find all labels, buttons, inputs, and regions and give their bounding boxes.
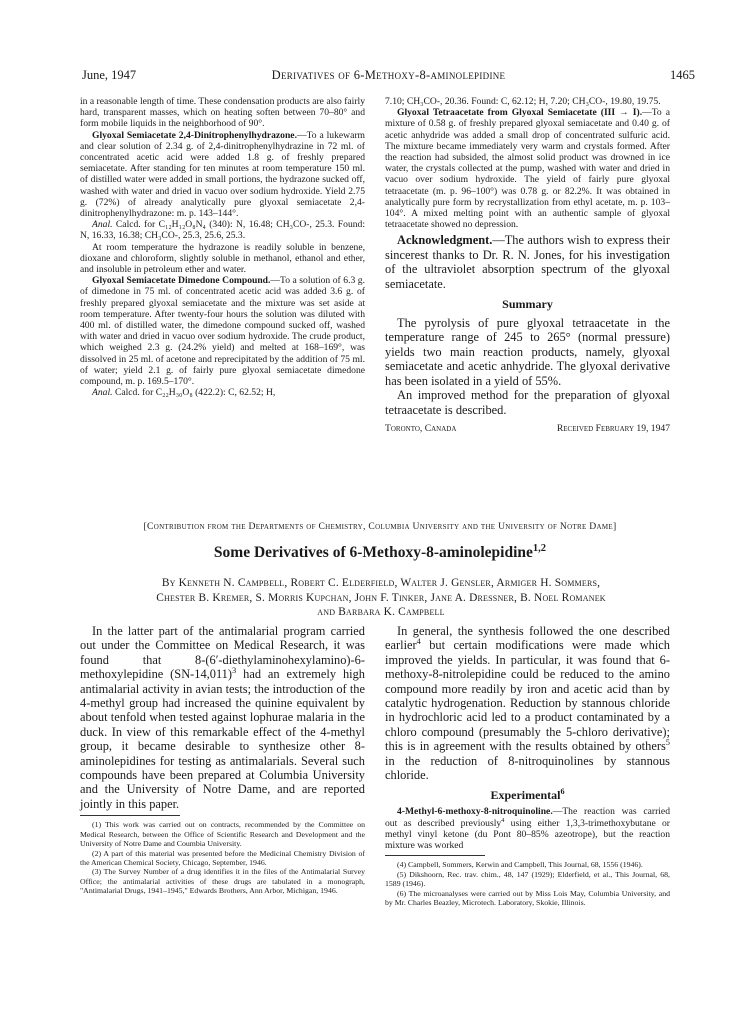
footnote: (2) A part of this material was presented before the Medicinal Chemistry Division of the American Chemical Society, Chicago, September, 1946. <box>80 848 365 867</box>
received-date: Received February 19, 1947 <box>556 422 670 434</box>
summary-heading: Summary <box>502 297 553 312</box>
summary-paragraph: The pyrolysis of pure glyoxal tetraacetate in the temperature range of 245 to 265° (normal pressure) yields two main reaction products, namely, glyoxal semiacetate and acetic anhydride. The glyoxal derivative has been isolated in a yield of 55%. <box>385 316 670 388</box>
title-text: Some Derivatives of 6-Methoxy-8-aminolepidine <box>213 544 533 561</box>
section-heading: Glyoxal Semiacetate Dimedone Compound. <box>92 275 271 287</box>
section-glyoxal-semiacetate-dimedone <box>80 275 365 387</box>
title-footnote-marker: 1,2 <box>532 542 547 554</box>
running-header <box>82 68 695 84</box>
footnote: (5) Dikshoorn, Rec. trav. chim., 48, 147 (1929); Elderfield, et al., This Journal, 68, 1589 (1946). <box>385 869 670 889</box>
paragraph: At room temperature the hydrazone is readily soluble in benzene, dioxane and chloroform, slightly soluble in methanol, ethanol and ether, and insoluble in petroleum ether and water. <box>80 241 365 276</box>
section-glyoxal-tetraacetate <box>385 107 670 230</box>
top-left-column <box>80 96 365 398</box>
paragraph <box>385 624 670 782</box>
footnote: (4) Campbell, Sommers, Kerwin and Campbell, This Journal, 68, 1556 (1946). <box>397 860 643 870</box>
footnote: (1) This work was carried out on contracts, recommended by the Committee on Medical Research, between the Office of Scientific Research and Development and the University of Notre Dame and Coumbia University. <box>80 820 365 849</box>
section-heading: Glyoxal Tetraacetate from Glyoxal Semiacetate (III → I). <box>397 107 643 119</box>
section-glyoxal-semiacetate-hydrazone <box>80 130 365 220</box>
text-run: In general, the synthesis followed the one described earlier <box>385 624 670 653</box>
section-body: —To a mixture of 0.58 g. of freshly prepared glyoxal semiacetate and 0.40 g. of acetic anhydride was added a small drop of concentrated sulfuric acid. The mixture became immediately very warm and crystals formed. After the reaction had subsided, the almost solid product was drowned in ice water, the crystals collected at the pump, washed with water and dried in vacuo over sodium hydroxide. The yield of fairly pure glyoxal tetraacetate (m. p. 96–100°) was 0.78 g. or 82.2%. It was obtained in analytically pure form by recrystallization from ethyl acetate, m. p. 103–104°. A mixed melting point with an authentic sample of glyoxal tetraacetate showed no depression. <box>385 107 670 231</box>
section-nitroquinoline <box>385 806 670 851</box>
paragraph: in a reasonable length of time. These condensation products are also fairly hard, transparent masses, which on heating soften between 70–80° and form mobile liquids in the neighborhood of 90°. <box>80 96 365 130</box>
section-body: —To a solution of 6.3 g. of dimedone in 75 ml. of concentrated acetic acid was added 3.6 g. of freshly prepared glyoxal semiacetate and the mixture was set aside at room temperature. After twenty-four hours the solution was diluted with 400 ml. of distilled water, the dimedone compound sucked off, washed with water and dried in vacuo over sodium hydroxide. The crude product, which weighed 2.3 g. (24.2% yield) and melted at 168–169°, was dissolved in 25 ml. of acetone and reprecipitated by the addition of 75 ml. of water; yield 2.1 g. of fairly pure glyoxal semiacetate dimedone compound, m. p. 169.5–170°. <box>80 275 365 388</box>
authors-line: Chester B. Kremer, S. Morris Kupchan, John F. Tinker, Jane A. Dressner, B. Noel Romanek <box>156 591 606 604</box>
anal-text: Calcd. for C₁₂H₁₂O₈N₄ (340): N, 16.48; CH₃CO-, 25.3. Found: N, 16.33, 16.38; CH₃CO-, 25.3, 25.6, 25.3. <box>80 219 365 242</box>
footnote-rule <box>80 815 180 816</box>
authors-line: By Kenneth N. Campbell, Robert C. Elderfield, Walter J. Gensler, Armiger H. Sommers, <box>161 577 601 589</box>
bottom-right-column <box>385 624 670 907</box>
intro-paragraph <box>80 624 365 811</box>
analysis-line <box>80 387 365 398</box>
author-list <box>78 576 684 620</box>
text-run: In the latter part of the antimalarial program carried out under the Committee on Medical Research, it was found that 8-(6′-diethylaminohexylamino)-6-methoxylepidine (SN-14,011) <box>80 624 365 682</box>
text-run: using either 1,3,3-trimethoxybutane or methyl vinyl ketone (du Pont 80–85% azeotrope), but the reaction mixture was worked <box>385 817 670 852</box>
text-run: had an extremely high antimalarial activity in avian tests; the introduction of the 4-methyl group had increased the quinine equivalent by about tenfold when tested against lophurae malaria in the duck. In view of this remarkable effect of the 4-methyl group, it became desirable to synthesize other 8-aminolepidines for testing as antimalarials. Several such compounds have been prepared at Columbia University and the University of Notre Dame, and are reported jointly in this paper. <box>80 667 365 811</box>
analysis-line <box>80 219 365 241</box>
footnote-rule <box>385 855 485 856</box>
experimental-heading <box>385 788 670 803</box>
acknowledgment-body: —The authors wish to express their sincerest thanks to Dr. R. N. Jones, for his investigation of the ultraviolet absorption spectrum of the glyoxal semiacetate. <box>385 233 670 291</box>
summary-paragraph: An improved method for the preparation of glyoxal tetraacetate is described. <box>385 388 670 417</box>
footnote: (6) The microanalyses were carried out by Miss Lois May, Columbia University, and by Mr. Charles Beazley, Microtech. Laboratory, Skokie, Illinois. <box>385 888 670 907</box>
text-run: —The reaction was carried out as described previously <box>385 806 670 829</box>
paragraph: 7.10; CH₃CO-, 20.36. Found: C, 62.12; H, 7.20; CH₃CO-, 19.80, 19.75. <box>385 96 661 107</box>
section-heading: Glyoxal Semiacetate 2,4-Dinitrophenylhydrazone. <box>92 129 297 141</box>
text-run: but certain modifications were made which improved the yields. In particular, it was found that 6-methoxy-8-nitrolepidine could be reduced to the amino compound more readily by iron and acetic acid than by catalytic hydrogenation. Reduction by stannous chloride in hydrochloric acid led to a product contaminated by a chloro compound (presumably the 5-chloro derivative); this is in agreement with the results obtained by others <box>385 638 670 754</box>
header-date: June, 1947 <box>82 68 137 82</box>
received-line <box>385 423 670 434</box>
text-run: in the reduction of 8-nitroquinolines by stannous chloride. <box>385 753 670 783</box>
footnote-marker: 3 <box>232 665 237 676</box>
place: Toronto, Canada <box>385 422 457 434</box>
anal-label: Anal. <box>92 387 113 399</box>
acknowledgment-heading: Acknowledgment. <box>397 233 493 248</box>
section-heading: 4-Methyl-6-methoxy-8-nitroquinoline. <box>397 806 553 818</box>
footnote-marker: 5 <box>665 737 670 748</box>
section-body: —To a lukewarm and clear solution of 2.34 g. of 2,4-dinitrophenylhydrazine in 72 ml. of concentrated acetic acid were added 1.8 g. of freshly prepared semiacetate. After standing for ten minutes at room temperature 150 ml. of distilled water were added in small portions, the hydrazone sucked off, washed with water and dried in vacuo over sodium hydroxide. Yield 2.75 g. (72%) of already analytically pure glyoxal semiacetate 2,4-dinitrophenylhydrazone: m. p. 143–144°. <box>80 129 365 220</box>
header-page-number: 1465 <box>670 68 695 82</box>
footnote-marker: 6 <box>560 787 565 797</box>
authors-line: and Barbara K. Campbell <box>317 606 445 618</box>
anal-text: Calcd. for C₂₂H₃₀O₈ (422.2): C, 62.52; H, <box>114 387 276 399</box>
heading-text: Experimental <box>490 788 561 803</box>
article-title <box>80 544 680 562</box>
header-running-title: Derivatives of 6-Methoxy-8-aminolepidine <box>271 68 506 82</box>
footnote-marker: 4 <box>416 636 421 647</box>
acknowledgment <box>385 233 670 291</box>
footnote: (3) The Survey Number of a drug identifies it in the files of the Antimalarial Survey Office; the antimalarial activities of these drugs are tabulated in a monograph, "Antimalarial Drugs, 1941–1945," Edwards Brothers, Ann Arbor, Michigan, 1946. <box>80 867 365 896</box>
bottom-left-column <box>80 624 365 896</box>
anal-label: Anal. <box>92 219 113 231</box>
top-right-column <box>385 96 670 434</box>
contribution-line: [Contribution from the Departments of Chemistry, Columbia University and the University of Notre Dame] <box>143 521 617 532</box>
footnote-marker: 4 <box>501 816 505 824</box>
